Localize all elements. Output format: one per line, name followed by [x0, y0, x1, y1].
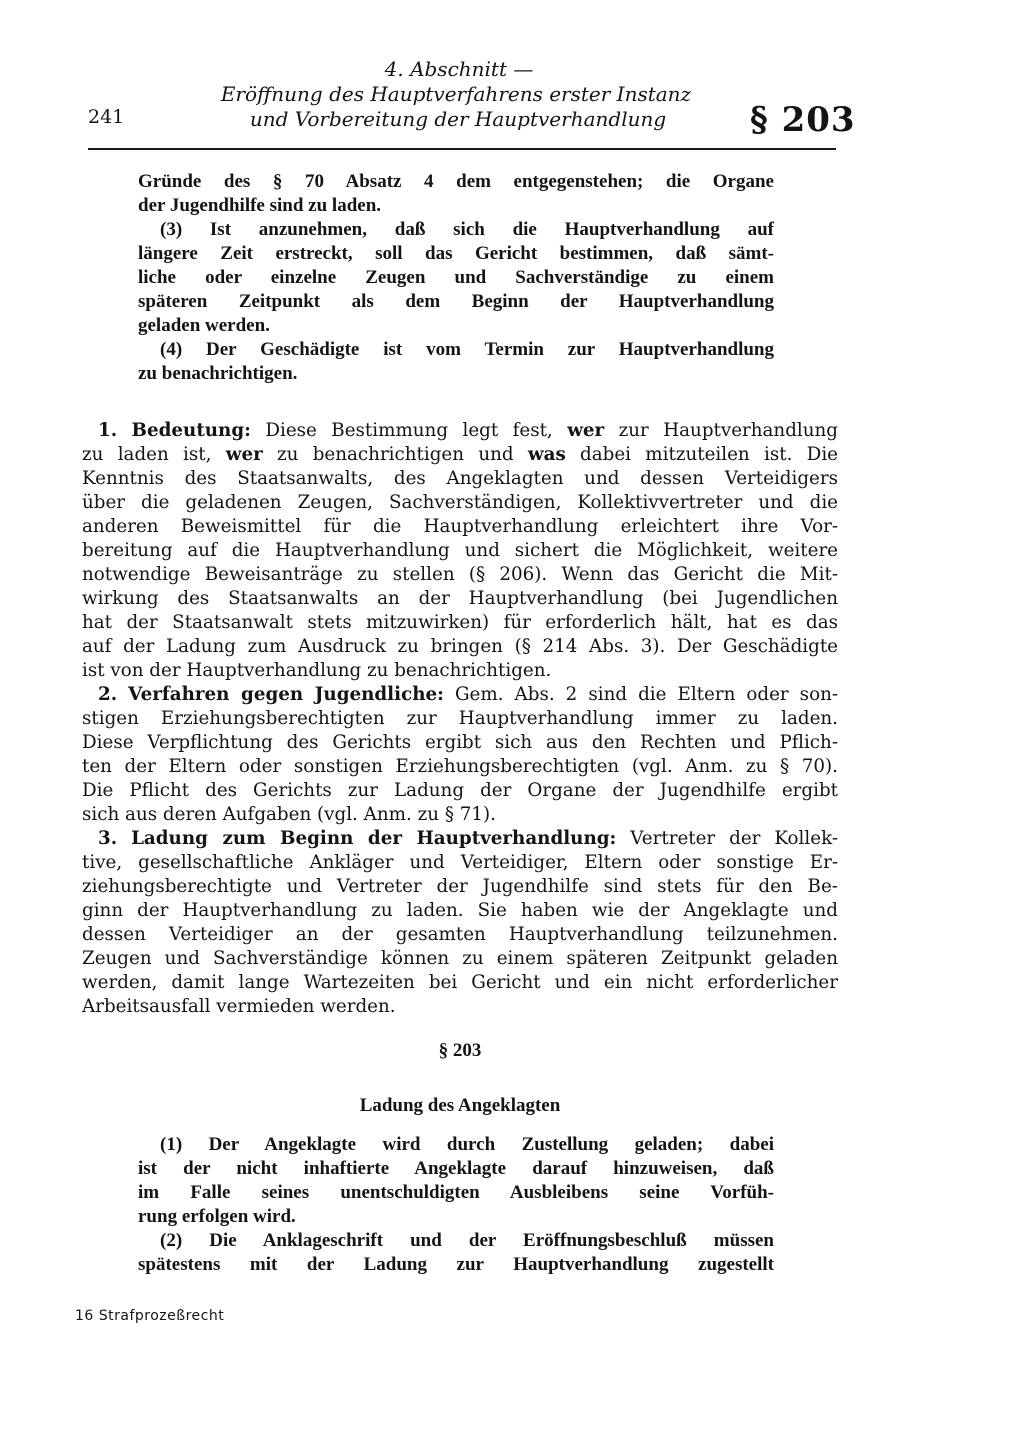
- commentary-line: [82, 443, 838, 467]
- note-text: zu benachrichtigen und: [277, 444, 514, 465]
- statute-line: rung erfolgen wird.: [138, 1206, 296, 1227]
- commentary: [82, 419, 838, 1019]
- note-text: dabei mitzuteilen ist. Die: [580, 444, 838, 465]
- commentary-line: Arbeitsausfall vermieden werden.: [82, 996, 396, 1017]
- note-heading: Bedeutung:: [131, 420, 251, 441]
- section-203-heading: Ladung des Angeklagten: [359, 1095, 561, 1116]
- statute-top: [138, 170, 774, 386]
- note-heading: Ladung zum Beginn der Hauptverhandlung:: [131, 828, 617, 849]
- section-203-text: [138, 1133, 774, 1277]
- commentary-line: tive, gesellschaftliche Ankläger und Verteidiger, Eltern oder sonstige Er-: [82, 852, 838, 873]
- commentary-line: Diese Verpflichtung des Gerichts ergibt sich aus den Rechten und Pflich-: [82, 732, 838, 753]
- statute-line: (1) Der Angeklagte wird durch Zustellung geladen; dabei: [160, 1134, 774, 1155]
- commentary-line: über die geladenen Zeugen, Sachverständigen, Kollektivvertreter und die: [82, 492, 838, 513]
- page-number: 241: [88, 106, 125, 128]
- note-emphasis: was: [527, 444, 566, 465]
- note-emphasis: wer: [225, 444, 263, 465]
- header-title-line1: Eröffnung des Hauptverfahrens erster Instanz: [220, 82, 692, 106]
- commentary-line: auf der Ladung zum Ausdruck zu bringen (§ 214 Abs. 3). Der Geschädigte: [82, 636, 838, 657]
- section-203-number: § 203: [438, 1040, 482, 1061]
- statute-line: (2) Die Anklageschrift und der Eröffnungsbeschluß müssen: [160, 1230, 774, 1251]
- commentary-line: sich aus deren Aufgaben (vgl. Anm. zu § 71).: [82, 804, 496, 825]
- statute-line: (4) Der Geschädigte ist vom Termin zur Hauptverhandlung: [160, 339, 774, 360]
- note-number: 1.: [98, 420, 118, 441]
- statute-line: spätestens mit der Ladung zur Hauptverhandlung zugestellt: [138, 1254, 774, 1275]
- commentary-line: bereitung auf die Hauptverhandlung und sichert die Möglichkeit, weitere: [82, 540, 838, 561]
- note-text: Vertreter der Kollek-: [630, 828, 839, 849]
- note-text: Gem. Abs. 2 sind die Eltern oder son-: [454, 684, 839, 705]
- commentary-line: werden, damit lange Wartezeiten bei Gericht und ein nicht erforderlicher: [82, 972, 838, 993]
- commentary-line: anderen Beweismittel für die Hauptverhandlung erleichtert ihre Vor-: [82, 516, 838, 537]
- header-title-line2: und Vorbereitung der Hauptverhandlung: [249, 107, 667, 131]
- commentary-note-3-first-line: [82, 827, 838, 851]
- section-marker: § 203: [750, 100, 856, 140]
- commentary-line: Zeugen und Sachverständige können zu einem späteren Zeitpunkt geladen: [82, 948, 838, 969]
- commentary-line: ten der Eltern oder sonstigen Erziehungsberechtigten (vgl. Anm. zu § 70).: [82, 756, 838, 777]
- statute-line: längere Zeit erstreckt, soll das Gericht bestimmen, daß sämt-: [138, 243, 774, 264]
- statute-line: der Jugendhilfe sind zu laden.: [138, 195, 382, 216]
- note-text: Diese Bestimmung legt fest,: [265, 420, 553, 441]
- statute-line: geladen werden.: [138, 315, 270, 336]
- commentary-note-2-first-line: [82, 683, 838, 707]
- commentary-line: hat der Staatsanwalt stets mitzuwirken) für erforderlich hält, hat es das: [82, 612, 838, 633]
- header-chapter: 4. Abschnitt —: [384, 57, 534, 81]
- note-heading: Verfahren gegen Jugendliche:: [128, 684, 444, 705]
- note-emphasis: wer: [567, 420, 605, 441]
- note-number: 2.: [98, 684, 118, 705]
- note-text: zur Hauptverhandlung: [618, 420, 839, 441]
- commentary-line: ist von der Hauptverhandlung zu benachrichtigen.: [82, 660, 552, 681]
- commentary-line: notwendige Beweisanträge zu stellen (§ 206). Wenn das Gericht die Mit-: [82, 564, 838, 585]
- commentary-line: Die Pflicht des Gerichts zur Ladung der Organe der Jugendhilfe ergibt: [82, 780, 838, 801]
- note-text: zu laden ist,: [82, 444, 212, 465]
- header-rule: [88, 148, 836, 150]
- commentary-line: Kenntnis des Staatsanwalts, des Angeklagten und dessen Verteidigers: [82, 468, 838, 489]
- statute-line: im Falle seines unentschuldigten Ausbleibens seine Vorfüh-: [138, 1182, 774, 1203]
- statute-line: späteren Zeitpunkt als dem Beginn der Hauptverhandlung: [138, 291, 774, 312]
- statute-line: ist der nicht inhaftierte Angeklagte darauf hinzuweisen, daß: [138, 1158, 774, 1179]
- statute-line: (3) Ist anzunehmen, daß sich die Hauptverhandlung auf: [160, 219, 774, 240]
- commentary-note-1-first-line: [82, 419, 838, 443]
- commentary-line: wirkung des Staatsanwalts an der Hauptverhandlung (bei Jugendlichen: [82, 588, 838, 609]
- note-number: 3.: [98, 828, 118, 849]
- commentary-line: ziehungsberechtigte und Vertreter der Jugendhilfe sind stets für den Be-: [82, 876, 838, 897]
- statute-line: liche oder einzelne Zeugen und Sachverständige zu einem: [138, 267, 774, 288]
- statute-line: zu benachrichtigen.: [138, 363, 298, 384]
- statute-line: Gründe des § 70 Absatz 4 dem entgegenstehen; die Organe: [138, 171, 774, 192]
- commentary-line: stigen Erziehungsberechtigten zur Hauptverhandlung immer zu laden.: [82, 708, 838, 729]
- commentary-line: ginn der Hauptverhandlung zu laden. Sie haben wie der Angeklagte und: [82, 900, 838, 921]
- footer-signature: 16 Strafprozeßrecht: [75, 1308, 225, 1324]
- commentary-line: dessen Verteidiger an der gesamten Hauptverhandlung teilzunehmen.: [82, 924, 838, 945]
